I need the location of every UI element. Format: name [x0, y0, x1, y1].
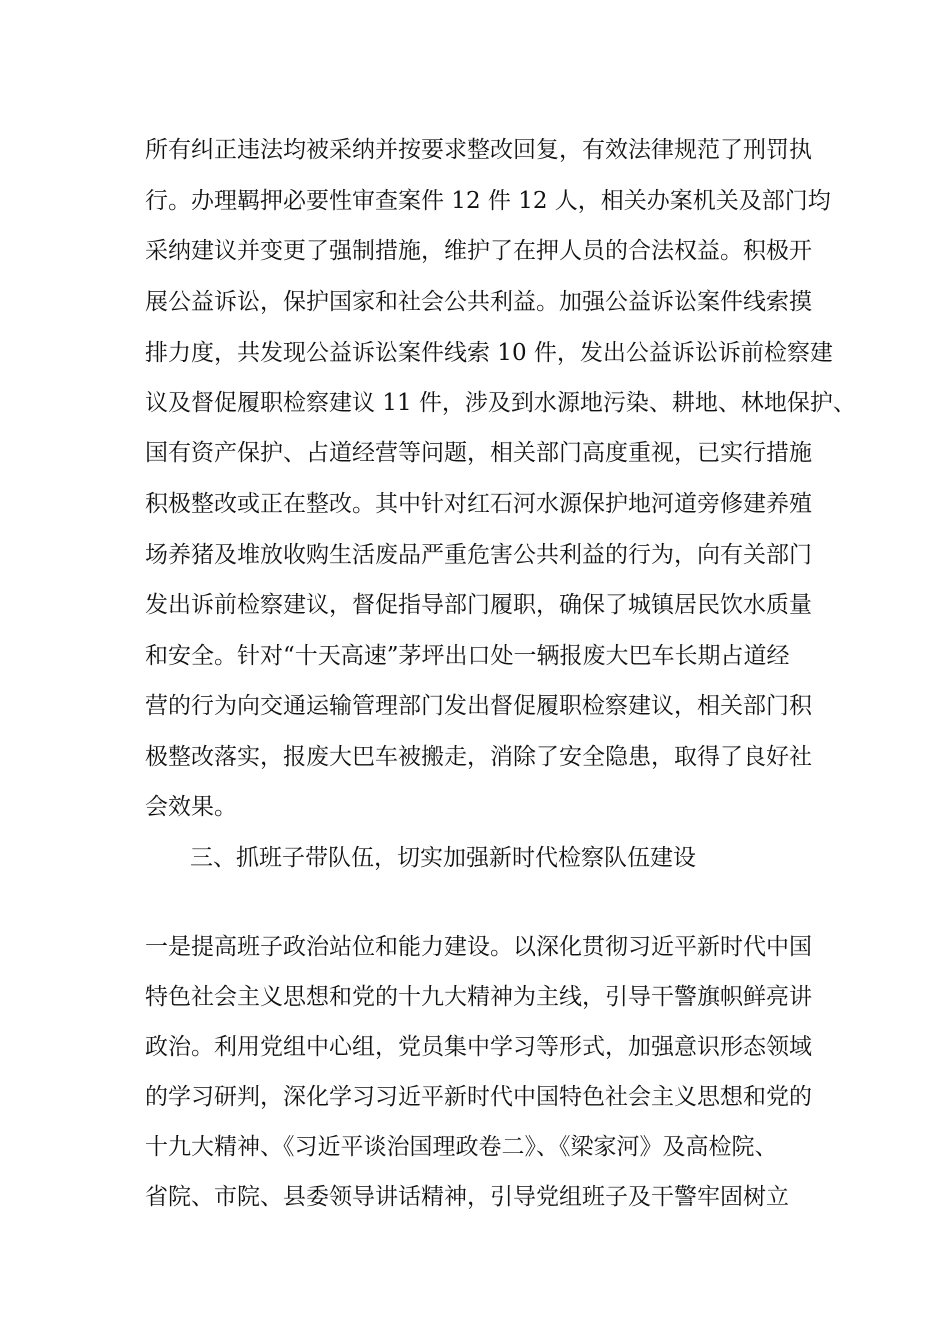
paragraph-2-line: 特色社会主义思想和党的十九大精神为主线，引导干警旗帜鲜亮讲 — [145, 984, 812, 1010]
paragraph-1-line: 积极整改或正在整改。其中针对红石河水源保护地河道旁修建养殖 — [145, 491, 812, 517]
paragraph-1-line: 国有资产保护、占道经营等问题，相关部门高度重视，已实行措施 — [145, 440, 812, 466]
paragraph-2-line: 一是提高班子政治站位和能力建设。以深化贯彻习近平新时代中国 — [145, 934, 812, 960]
paragraph-1-line: 展公益诉讼，保护国家和社会公共利益。加强公益诉讼案件线索摸 — [145, 289, 812, 315]
paragraph-1-line: 议及督促履职检察建议 11 件，涉及到水源地污染、耕地、林地保护、 — [145, 390, 856, 416]
paragraph-2-line: 政治。利用党组中心组，党员集中学习等形式，加强意识形态领域 — [145, 1034, 812, 1060]
paragraph-1-line: 发出诉前检察建议，督促指导部门履职，确保了城镇居民饮水质量 — [145, 592, 812, 618]
section-heading: 三、抓班子带队伍，切实加强新时代检察队伍建设 — [190, 845, 696, 871]
paragraph-1-line: 排力度，共发现公益诉讼案件线索 10 件，发出公益诉讼诉前检察建 — [145, 340, 833, 366]
paragraph-1-line: 场养猪及堆放收购生活废品严重危害公共利益的行为，向有关部门 — [145, 542, 812, 568]
paragraph-1-line: 所有纠正违法均被采纳并按要求整改回复，有效法律规范了刑罚执 — [145, 137, 812, 163]
paragraph-1-line: 会效果。 — [145, 794, 237, 820]
paragraph-2-line: 十九大精神、《习近平谈治国理政卷二》、《梁家河》及高检院、 — [145, 1134, 778, 1160]
paragraph-2-line: 的学习研判，深化学习习近平新时代中国特色社会主义思想和党的 — [145, 1084, 812, 1110]
paragraph-2-line: 省院、市院、县委领导讲话精神，引导党组班子及干警牢固树立 — [145, 1184, 789, 1210]
paragraph-1-line: 和安全。针对“十天高速”茅坪出口处一辆报废大巴车长期占道经 — [145, 643, 790, 669]
paragraph-1-line: 采纳建议并变更了强制措施，维护了在押人员的合法权益。积极开 — [145, 238, 812, 264]
paragraph-1-line: 行。办理羁押必要性审查案件 12 件 12 人，相关办案机关及部门均 — [145, 188, 831, 214]
paragraph-1-line: 营的行为向交通运输管理部门发出督促履职检察建议，相关部门积 — [145, 693, 812, 719]
paragraph-1-line: 极整改落实，报废大巴车被搬走，消除了安全隐患，取得了良好社 — [145, 744, 812, 770]
